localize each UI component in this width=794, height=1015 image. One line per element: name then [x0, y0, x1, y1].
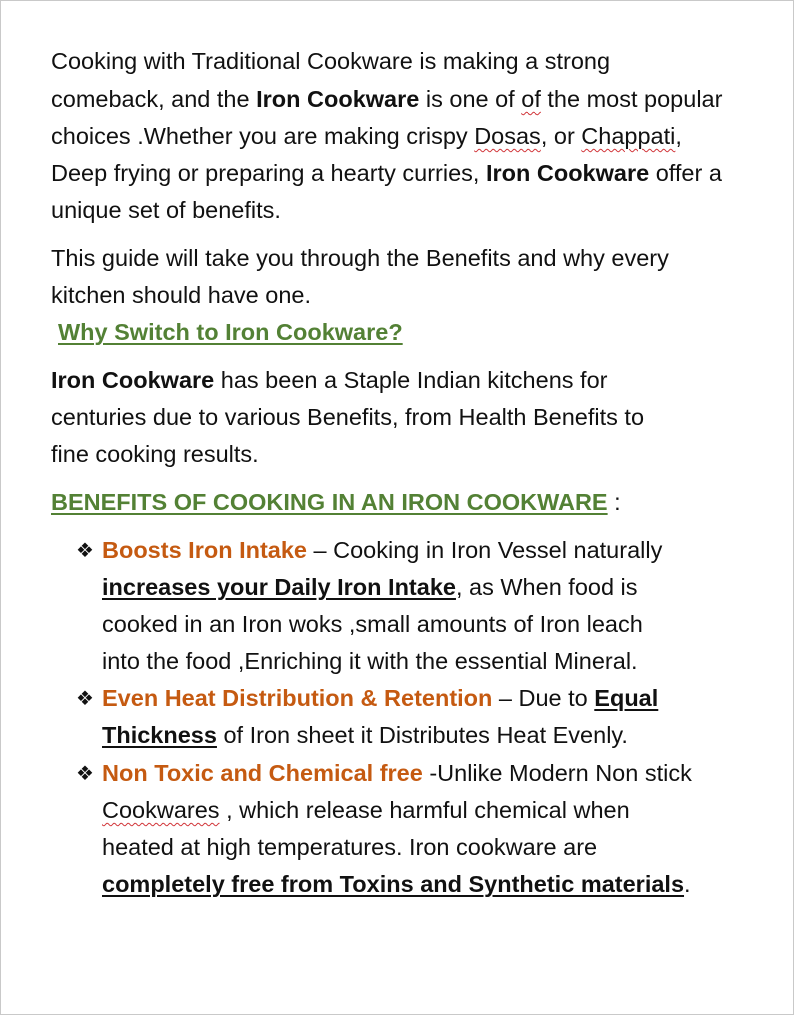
- benefits-heading: [51, 488, 621, 516]
- bold-term-iron-cookware: Iron Cookware: [51, 367, 215, 393]
- benefit-title: Even Heat Distribution & Retention: [102, 685, 493, 711]
- bullet-icon: ❖: [76, 538, 94, 562]
- intro-line-3: [51, 122, 682, 150]
- why-text: has been a Staple Indian kitchens for: [214, 367, 608, 393]
- benefit-text: – Cooking in Iron Vessel naturally: [307, 537, 663, 563]
- guide-text: kitchen should have one.: [51, 282, 311, 308]
- benefit-text: cooked in an Iron woks ,small amounts of Iron leach: [102, 611, 643, 637]
- intro-text: the most popular: [540, 86, 723, 112]
- intro-text: choices .Whether you are making crispy: [51, 123, 475, 149]
- benefit-3-line-4: [102, 870, 691, 898]
- intro-text: , or: [540, 123, 582, 149]
- benefit-1-line-4: [102, 647, 638, 675]
- spellcheck-word: Chappati: [581, 123, 676, 149]
- benefit-text: of Iron sheet it Distributes Heat Evenly.: [216, 722, 628, 748]
- why-heading: [58, 318, 403, 346]
- bold-term-iron-cookware: Iron Cookware: [256, 86, 420, 112]
- intro-text: unique set of benefits.: [51, 197, 281, 223]
- why-line-1: [51, 366, 607, 394]
- intro-line-4: [51, 159, 722, 187]
- benefit-text: -Unlike Modern Non stick: [422, 760, 692, 786]
- guide-line-1: [51, 244, 669, 272]
- emphasis-text: Thickness: [102, 722, 217, 748]
- section-heading-text: BENEFITS OF COOKING IN AN IRON COOKWARE: [51, 489, 608, 515]
- intro-line-1: [51, 47, 610, 75]
- intro-line-2: [51, 85, 722, 113]
- benefit-2-line-1: [102, 684, 658, 712]
- intro-text: ,: [675, 123, 682, 149]
- benefit-text: , as When food is: [455, 574, 638, 600]
- benefit-title: Boosts Iron Intake: [102, 537, 308, 563]
- why-text: fine cooking results.: [51, 441, 259, 467]
- benefit-2-line-2: [102, 721, 628, 749]
- emphasis-text: completely free from Toxins and Synthetic materials: [102, 871, 685, 897]
- benefit-3-line-1: [102, 759, 692, 787]
- heading-colon: :: [607, 489, 621, 515]
- emphasis-text: increases your Daily Iron Intake: [102, 574, 456, 600]
- intro-text: Deep frying or preparing a hearty curries,: [51, 160, 486, 186]
- section-heading-text: Why Switch to Iron Cookware?: [58, 319, 403, 345]
- benefit-text: , which release harmful chemical when: [219, 797, 630, 823]
- benefit-text: into the food ,Enriching it with the essential Mineral.: [102, 648, 638, 674]
- intro-text: comeback, and the: [51, 86, 257, 112]
- bold-term-iron-cookware: Iron Cookware: [485, 160, 650, 186]
- benefit-1-line-1: [102, 536, 662, 564]
- spellcheck-word: Cookwares: [102, 797, 220, 823]
- intro-line-5: [51, 196, 281, 224]
- benefit-title: Non Toxic and Chemical free: [102, 760, 423, 786]
- why-line-2: [51, 403, 644, 431]
- benefit-1-line-2: [102, 573, 638, 601]
- benefit-text: heated at high temperatures. Iron cookware are: [102, 834, 598, 860]
- intro-text: is one of: [419, 86, 522, 112]
- intro-text: Cooking with Traditional Cookware is making a strong: [51, 48, 611, 74]
- benefit-3-line-3: [102, 833, 597, 861]
- bullet-icon: ❖: [76, 686, 94, 710]
- intro-text: offer a: [649, 160, 722, 186]
- guide-text: This guide will take you through the Benefits and why every: [51, 245, 669, 271]
- emphasis-text: Equal: [594, 685, 659, 711]
- benefit-text: – Due to: [492, 685, 595, 711]
- why-text: centuries due to various Benefits, from Health Benefits to: [51, 404, 645, 430]
- benefit-3-line-2: [102, 796, 630, 824]
- benefit-1-line-3: [102, 610, 643, 638]
- guide-line-2: [51, 281, 311, 309]
- spellcheck-word: Dosas: [474, 123, 541, 149]
- spellcheck-word: of: [521, 86, 541, 112]
- why-line-3: [51, 440, 259, 468]
- benefit-text: .: [684, 871, 691, 897]
- bullet-icon: ❖: [76, 761, 94, 785]
